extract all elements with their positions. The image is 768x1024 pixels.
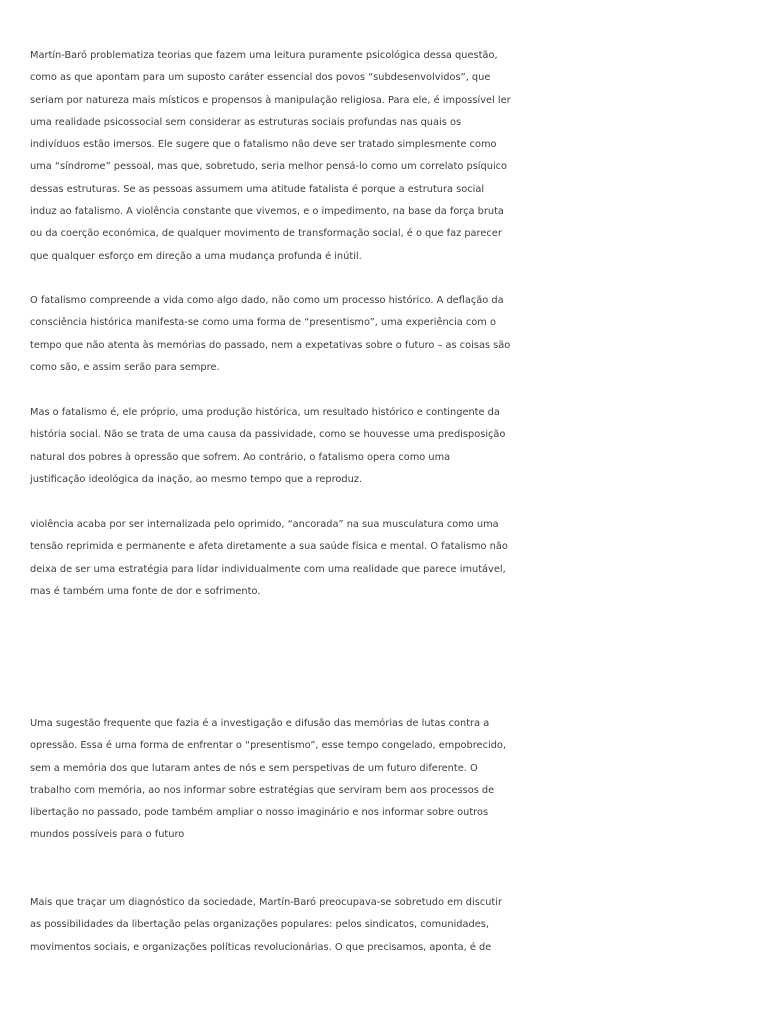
text-line: uma realidade psicossocial sem considerar as estruturas sociais profundas nas quais os xyxy=(30,116,462,128)
text-line: violência acaba por ser internalizada pelo oprimido, “ancorada” na sua musculatura como uma xyxy=(30,519,499,530)
text-line: Martín-Baró problematiza teorias que fazem uma leitura puramente psicológica dessa questão, xyxy=(30,50,498,61)
text-line: Mais que traçar um diagnóstico da sociedade, Martín-Baró preocupava-se sobretudo em discutir xyxy=(30,897,503,908)
text-line: opressão. Essa é uma forma de enfrentar o “presentismo”, esse tempo congelado, empobrecido, xyxy=(30,740,507,752)
text-line: indivíduos estão imersos. Ele sugere que o fatalismo não deve ser tratado simplesmente como xyxy=(30,139,497,151)
text-line: trabalho com memória, ao nos informar sobre estratégias que serviram bem aos processos de xyxy=(30,784,495,796)
text-line: mundos possíveis para o futuro xyxy=(30,829,185,841)
text-line: deixa de ser uma estratégia para lidar individualmente com uma realidade que parece imutável, xyxy=(30,563,506,575)
text-line: as possibilidades da libertação pelas organizações populares: pelos sindicatos, comunidades, xyxy=(30,919,489,931)
text-line: induz ao fatalismo. A violência constante que vivemos, e o impedimento, na base da força bruta xyxy=(30,206,504,218)
text-line: como são, e assim serão para sempre. xyxy=(30,361,220,373)
text-line: dessas estruturas. Se as pessoas assumem uma atitude fatalista é porque a estrutura social xyxy=(30,183,485,195)
text-line: como as que apontam para um suposto caráter essencial dos povos “subdesenvolvidos”, que xyxy=(30,72,491,84)
text-line: história social. Não se trata de uma causa da passividade, como se houvesse uma predisposição xyxy=(30,429,506,441)
text-line: movimentos sociais, e organizações políticas revolucionárias. O que precisamos, aponta, é de xyxy=(30,941,492,953)
text-line: Uma sugestão frequente que fazia é a investigação e difusão das memórias de lutas contra a xyxy=(30,718,490,729)
paragraph-1 xyxy=(30,45,742,268)
paragraph-4 xyxy=(30,514,742,603)
paragraph-2 xyxy=(30,290,742,379)
text-line: justificação ideológica da inação, ao mesmo tempo que a reproduz. xyxy=(30,473,363,485)
paragraph-3 xyxy=(30,402,742,491)
text-line: consciência histórica manifesta-se como uma forma de “presentismo”, uma experiência com o xyxy=(30,317,496,329)
text-line: O fatalismo compreende a vida como algo dado, não como um processo histórico. A deflação da xyxy=(30,295,504,306)
text-line: ou da coerção económica, de qualquer movimento de transformação social, é o que faz parecer xyxy=(30,228,502,240)
text-line: seriam por natureza mais místicos e propensos à manipulação religiosa. Para ele, é impossível ler xyxy=(30,94,511,106)
text-line: que qualquer esforço em direção a uma mudança profunda é inútil. xyxy=(30,250,362,262)
text-line: sem a memória dos que lutaram antes de nós e sem perspetivas de um futuro diferente. O xyxy=(30,762,478,774)
text-line: tempo que não atenta às memórias do passado, nem a expetativas sobre o futuro – as coisas são xyxy=(30,339,511,351)
paragraph-5 xyxy=(30,713,742,847)
text-line: uma “síndrome” pessoal, mas que, sobretudo, seria melhor pensá-lo como um correlato psíquico xyxy=(30,161,508,173)
text-line: mas é também uma fonte de dor e sofrimento. xyxy=(30,585,261,597)
text-line: libertação no passado, pode também ampliar o nosso imaginário e nos informar sobre outros xyxy=(30,807,489,819)
text-line: Mas o fatalismo é, ele próprio, uma produção histórica, um resultado histórico e contingente da xyxy=(30,407,500,418)
text-line: natural dos pobres à opressão que sofrem. Ao contrário, o fatalismo opera como uma xyxy=(30,451,451,463)
paragraph-6 xyxy=(30,892,742,959)
text-line: tensão reprimida e permanente e afeta diretamente a sua saúde física e mental. O fatalismo não xyxy=(30,541,508,553)
